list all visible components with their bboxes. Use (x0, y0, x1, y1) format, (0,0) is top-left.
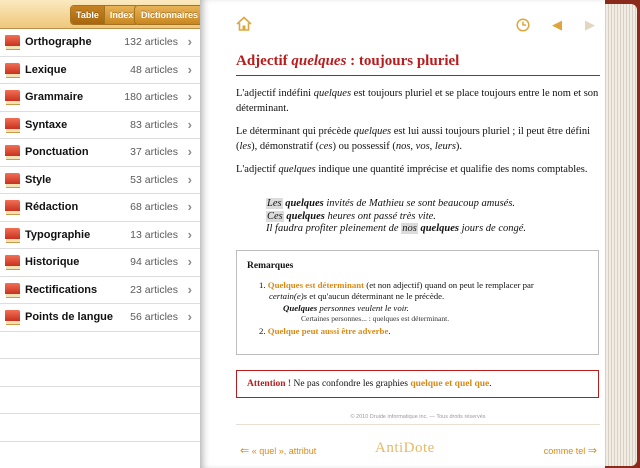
book-icon (5, 173, 20, 188)
segment-index[interactable]: Index (104, 6, 139, 24)
remark-2: 2. Quelque peut aussi être adverbe. (259, 326, 391, 336)
example-3: Il faudra profiter pleinement de nos quelques jours de congé. (266, 223, 527, 234)
book-icon (5, 255, 20, 270)
category-name: Lexique (25, 63, 67, 76)
article-count: 68 articles (130, 201, 178, 213)
category-name: Orthographe (25, 36, 92, 48)
paragraph-3: L'adjectif quelques indique une quantité imprécise et qualifie des noms comptables. (236, 164, 588, 175)
category-name: Grammaire (25, 91, 84, 103)
attention-link[interactable]: quelque et quel que (410, 379, 490, 389)
chevron-right-icon: › (187, 171, 192, 187)
chevron-right-icon: › (187, 61, 192, 77)
chevron-right-icon: › (187, 254, 192, 269)
chevron-right-icon: › (187, 34, 192, 49)
article-page (200, 0, 605, 468)
chevron-right-icon: › (187, 144, 192, 159)
arrow-left-icon: ⇐ (240, 445, 250, 457)
attention-box (236, 370, 599, 398)
triangle-right-icon[interactable]: ▶ (585, 17, 595, 32)
article-count: 56 articles (130, 311, 178, 323)
empty-row (0, 332, 200, 360)
category-name: Syntaxe (25, 118, 68, 131)
book-icon (5, 63, 20, 78)
copyright: © 2010 Druide informatique inc. — Tous droits réservés (350, 414, 486, 420)
previous-article-link[interactable]: ⇐ « quel », attribut (240, 445, 317, 457)
chevron-right-icon: › (187, 89, 192, 104)
category-row[interactable] (0, 29, 200, 57)
category-row[interactable] (0, 222, 200, 250)
article-title: Adjectif quelques : toujours pluriel (236, 53, 460, 69)
empty-row (0, 359, 200, 387)
remark-1-link[interactable]: Quelques est déterminant (267, 280, 365, 290)
article-count: 94 articles (130, 256, 178, 268)
remarks-box (236, 250, 599, 355)
book-icon (5, 35, 20, 50)
examples-block (266, 198, 596, 236)
article-count: 13 articles (130, 228, 178, 241)
remark-1: 1. Quelques est déterminant (et non adjectif) quand on peut le remplacer par (259, 280, 534, 290)
remark-2-link[interactable]: Quelque peut aussi être adverbe (267, 326, 389, 336)
book-icon (5, 118, 20, 133)
book-icon (5, 90, 20, 105)
chevron-right-icon: › (187, 116, 192, 132)
sidebar (0, 0, 201, 468)
paragraph-2: Le déterminant qui précède quelques est lui aussi toujours pluriel ; il peut être défini (les), démonstratif (ces) ou possessif (nos, vos, leurs). (236, 126, 590, 152)
remark-1-note: Certaines personnes... : quelques est déterminant. (301, 314, 450, 323)
footer-rule (236, 424, 600, 425)
next-article-link[interactable]: comme tel ⇒ (543, 445, 597, 457)
category-row[interactable] (0, 304, 200, 332)
empty-row (0, 414, 200, 442)
page-edges (603, 4, 637, 466)
category-name: Ponctuation (25, 146, 89, 158)
chevron-right-icon: › (187, 281, 192, 297)
article-count: 23 articles (130, 283, 178, 296)
category-row[interactable] (0, 249, 200, 277)
book-icon (5, 310, 20, 325)
chevron-right-icon: › (187, 309, 192, 324)
category-row[interactable] (0, 139, 200, 167)
paragraph-1: L'adjectif indéfini quelques est toujours pluriel et se place toujours entre le nom et son déterminant. (236, 88, 599, 114)
article-count: 83 articles (130, 118, 178, 131)
title-rule (236, 75, 600, 76)
empty-row (0, 387, 200, 415)
view-segmented-control (70, 5, 139, 25)
article-count: 180 articles (124, 91, 178, 103)
category-name: Historique (25, 256, 80, 268)
empty-row (0, 442, 200, 468)
book-icon (5, 283, 20, 298)
attention-text: Attention ! Ne pas confondre les graphies quelque et quel que. (247, 379, 492, 389)
category-row[interactable] (0, 57, 200, 85)
arrow-right-icon: ⇒ (587, 445, 597, 457)
book-icon (5, 228, 20, 243)
category-name: Rectifications (25, 283, 98, 296)
category-name: Rédaction (25, 201, 79, 213)
example-1: Les quelques invités de Mathieu se sont beaucoup amusés. (267, 198, 516, 209)
home-icon[interactable] (236, 16, 252, 35)
book-icon (5, 200, 20, 215)
article-count: 53 articles (130, 173, 178, 186)
category-row[interactable] (0, 112, 200, 140)
chevron-right-icon: › (187, 226, 192, 242)
sidebar-toolbar (0, 0, 200, 29)
chevron-right-icon: › (187, 199, 192, 214)
example-2: Ces quelques heures ont passé très vite. (267, 210, 436, 222)
article-count: 48 articles (130, 63, 178, 76)
category-name: Style (25, 173, 52, 186)
article-count: 37 articles (130, 146, 178, 158)
category-row[interactable] (0, 167, 200, 195)
category-row[interactable] (0, 277, 200, 305)
triangle-left-icon[interactable]: ◀ (552, 17, 562, 32)
category-row[interactable] (0, 194, 200, 222)
remarks-title: Remarques (247, 261, 294, 271)
clock-icon[interactable] (516, 18, 530, 36)
dictionaries-button[interactable]: Dictionnaires (134, 5, 201, 25)
category-name: Typographie (25, 228, 91, 241)
category-name: Points de langue (25, 311, 114, 323)
category-list (0, 29, 200, 468)
remark-1-line2: certain(e)s et qu'aucun déterminant ne le précède. (269, 291, 445, 301)
article-count: 132 articles (124, 36, 178, 48)
category-row[interactable] (0, 84, 200, 112)
segment-table[interactable]: Table (71, 6, 104, 24)
book-icon (5, 145, 20, 160)
remark-1-example: Quelques personnes veulent le voir. (283, 303, 409, 313)
antidote-logo: AntiDote (375, 440, 435, 456)
